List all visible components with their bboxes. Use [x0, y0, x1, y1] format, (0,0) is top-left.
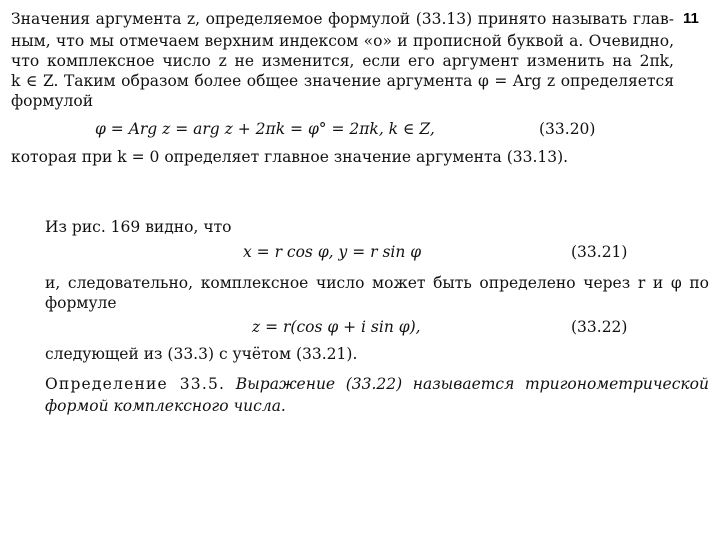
block2-intro: Из рис. 169 видно, что [45, 218, 232, 236]
block2-after-formula: следующей из (33.3) с учётом (33.21). [45, 345, 358, 363]
paragraph-line-2: ным, что мы отмечаем верхним индексом «о» и прописной буквой а. Очевидно, [11, 32, 674, 50]
formula-33-20: φ = Arg z = arg z + 2πk = φ° = 2πk, k ∈ Z, [95, 120, 435, 138]
block2-line-1: и, следовательно, комплексное число может быть определено через r и φ по [45, 274, 709, 292]
paragraph-line-4: k ∈ Z. Таким образом более общее значение аргумента φ = Arg z определяется [11, 72, 674, 90]
definition-body: Выражение (33.22) называется тригонометрической [235, 375, 709, 393]
formula-33-22: z = r(cos φ + i sin φ), [252, 318, 421, 336]
page-number: 11 [683, 10, 699, 27]
paragraph-after-formula: которая при k = 0 определяет главное значение аргумента (33.13). [11, 148, 569, 166]
equation-number-33-22: (33.22) [571, 318, 628, 336]
formula-33-21: x = r cos φ, y = r sin φ [243, 243, 422, 261]
definition-line-2: формой комплексного числа. [45, 397, 286, 415]
equation-number-33-21: (33.21) [571, 243, 628, 261]
definition-heading: Определение 33.5. [45, 375, 226, 393]
paragraph-line-3: что комплексное число z не изменится, если его аргумент изменить на 2πk, [11, 52, 674, 70]
definition-line-1 [45, 375, 709, 393]
equation-number-33-20: (33.20) [539, 120, 596, 138]
block2-line-2: формуле [45, 294, 117, 312]
paragraph-line-5: формулой [11, 92, 94, 110]
paragraph-line-1: Значения аргумента z, определяемое формулой (33.13) принято называть глав- [11, 10, 674, 28]
